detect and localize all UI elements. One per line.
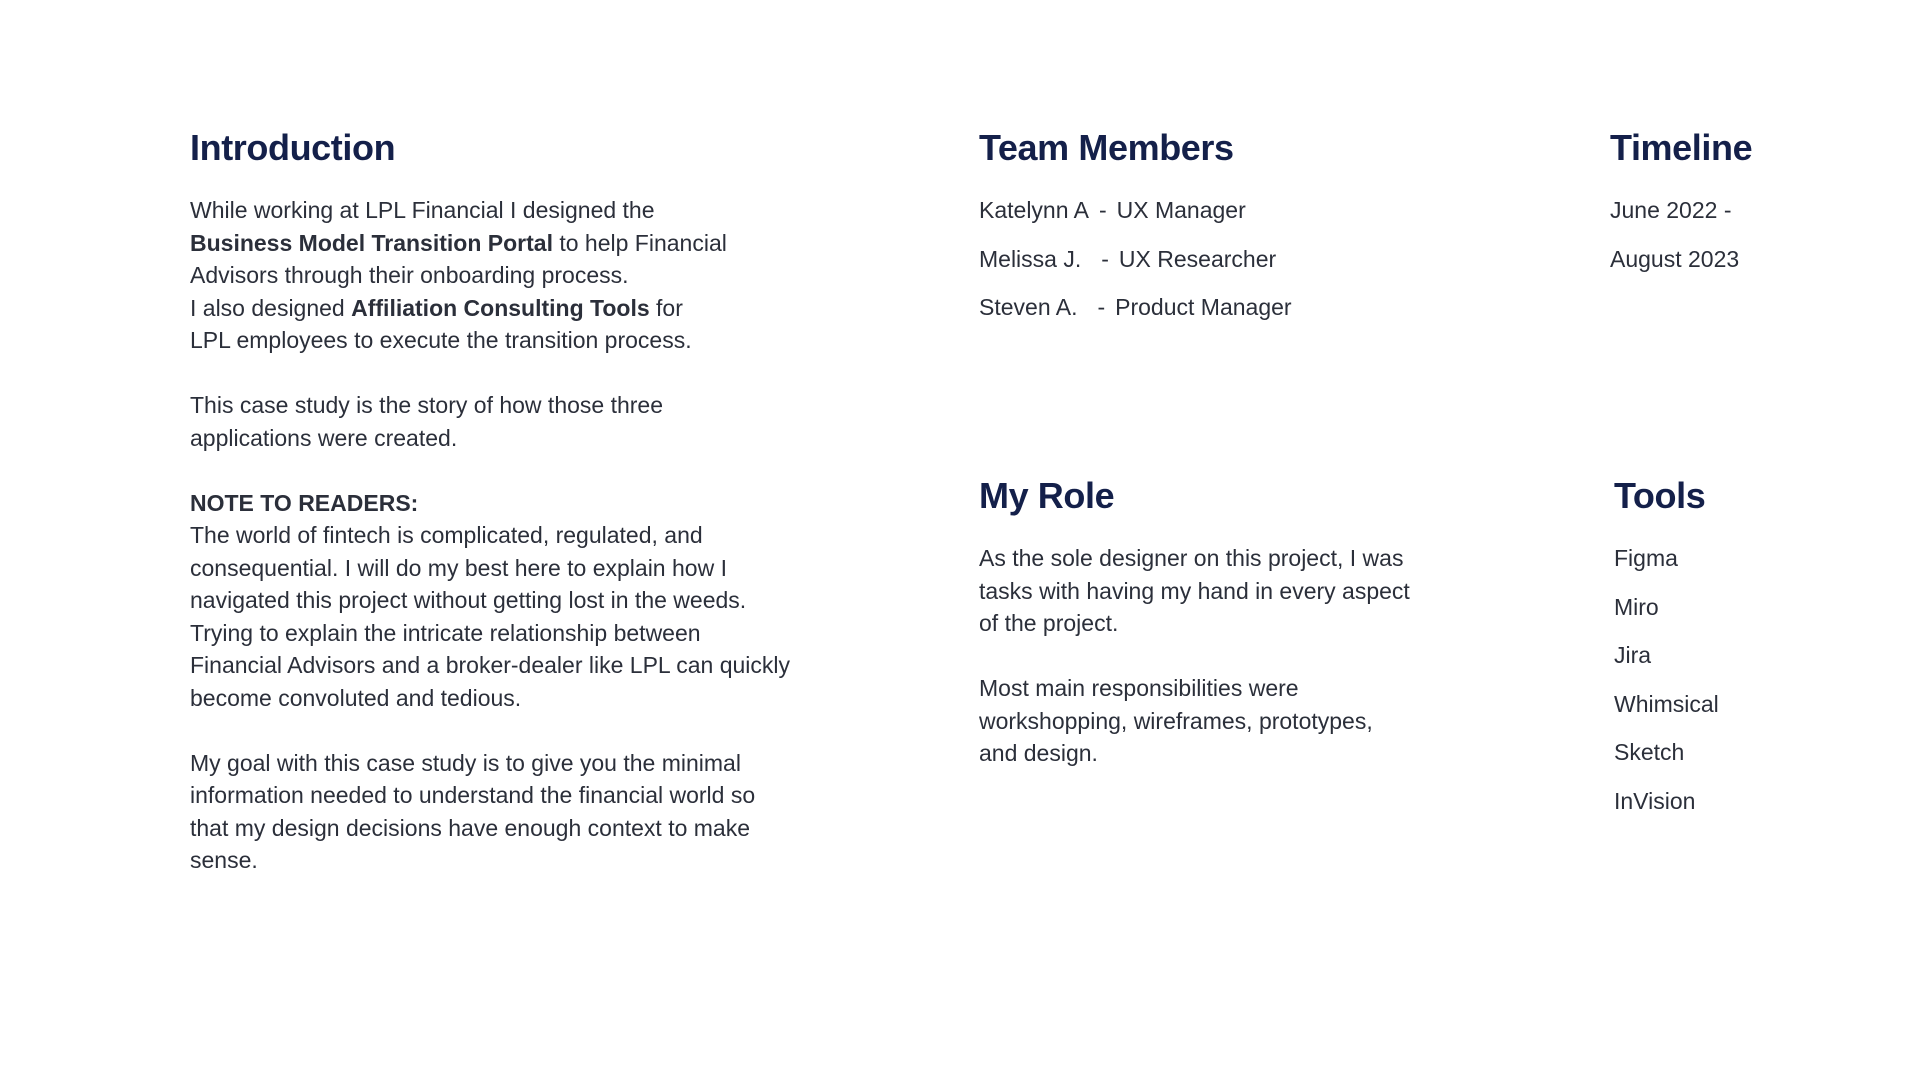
note-line: consequential. I will do my best here to explain how I xyxy=(190,554,727,581)
tool-item: Whimsical xyxy=(1614,690,1719,717)
note-line: become convoluted and tedious. xyxy=(190,684,522,711)
role-line: workshopping, wireframes, prototypes, xyxy=(979,707,1373,734)
goal-line: information needed to understand the financial world so xyxy=(190,782,756,808)
role-line: As the sole designer on this project, I was xyxy=(979,545,1404,571)
member-name: Steven A. xyxy=(979,294,1078,320)
member-separator: - xyxy=(1098,197,1107,223)
member-separator: - xyxy=(1101,245,1109,272)
team-member-row xyxy=(979,194,1399,227)
team-members-section xyxy=(979,126,1399,340)
intro-paragraph-1 xyxy=(190,194,850,357)
goal-line: sense. xyxy=(190,847,258,873)
timeline-heading: Timeline xyxy=(1610,127,1753,168)
intro-line: This case study is the story of how those three xyxy=(190,392,664,418)
team-members-heading: Team Members xyxy=(979,127,1234,168)
member-separator: - xyxy=(1097,294,1106,320)
intro-paragraph-2 xyxy=(190,389,850,454)
introduction-body xyxy=(190,194,850,877)
intro-line: to help Financial xyxy=(552,229,727,256)
member-role: UX Researcher xyxy=(1118,245,1277,272)
tools-section xyxy=(1614,474,1834,833)
tools-heading: Tools xyxy=(1614,475,1706,516)
goal-paragraph xyxy=(190,747,850,877)
intro-line: While working at LPL Financial I designed the xyxy=(190,197,655,223)
introduction-heading: Introduction xyxy=(190,127,396,168)
member-role: UX Manager xyxy=(1116,197,1246,223)
note-label: NOTE TO READERS: xyxy=(190,489,419,516)
team-member-list xyxy=(979,194,1399,324)
tool-item: InVision xyxy=(1614,787,1696,814)
my-role-heading: My Role xyxy=(979,475,1115,516)
role-line: of the project. xyxy=(979,610,1119,636)
goal-line: that my design decisions have enough context to make xyxy=(190,814,751,841)
intro-line: I also designed xyxy=(190,294,352,321)
role-paragraph-2 xyxy=(979,672,1459,770)
note-line: navigated this project without getting lost in the weeds. xyxy=(190,587,747,613)
tool-item: Jira xyxy=(1614,642,1652,668)
team-member-row xyxy=(979,243,1399,276)
intro-line: applications were created. xyxy=(190,424,458,451)
goal-line: My goal with this case study is to give you the minimal xyxy=(190,749,741,776)
tool-item: Figma xyxy=(1614,545,1678,571)
tool-item: Sketch xyxy=(1614,739,1685,765)
introduction-section xyxy=(190,126,850,877)
role-line: tasks with having my hand in every aspect xyxy=(979,577,1410,604)
timeline-section xyxy=(1610,126,1810,291)
note-line: The world of fintech is complicated, regulated, and xyxy=(190,522,703,548)
team-member-row xyxy=(979,291,1399,324)
note-line: Financial Advisors and a broker-dealer like LPL can quickly xyxy=(190,652,791,678)
intro-line: Advisors through their onboarding process. xyxy=(190,262,629,288)
note-to-readers xyxy=(190,487,850,715)
member-role: Product Manager xyxy=(1115,294,1292,320)
tool-item: Miro xyxy=(1614,593,1659,620)
my-role-section xyxy=(979,474,1459,770)
intro-line: for xyxy=(649,294,683,321)
affiliation-consulting-tools-text: Affiliation Consulting Tools xyxy=(351,294,650,321)
member-name: Melissa J. xyxy=(979,245,1082,272)
note-line: Trying to explain the intricate relationship between xyxy=(190,619,701,646)
tools-list xyxy=(1614,542,1834,817)
intro-line: LPL employees to execute the transition process. xyxy=(190,327,692,353)
business-model-transition-portal-text: Business Model Transition Portal xyxy=(190,229,553,256)
my-role-body xyxy=(979,542,1459,770)
timeline-start: June 2022 - xyxy=(1610,197,1732,223)
timeline-end: August 2023 xyxy=(1610,245,1740,272)
role-line: Most main responsibilities were xyxy=(979,675,1299,701)
timeline-dates xyxy=(1610,194,1810,275)
member-name: Katelynn A xyxy=(979,197,1089,223)
role-paragraph-1 xyxy=(979,542,1459,640)
role-line: and design. xyxy=(979,740,1098,766)
